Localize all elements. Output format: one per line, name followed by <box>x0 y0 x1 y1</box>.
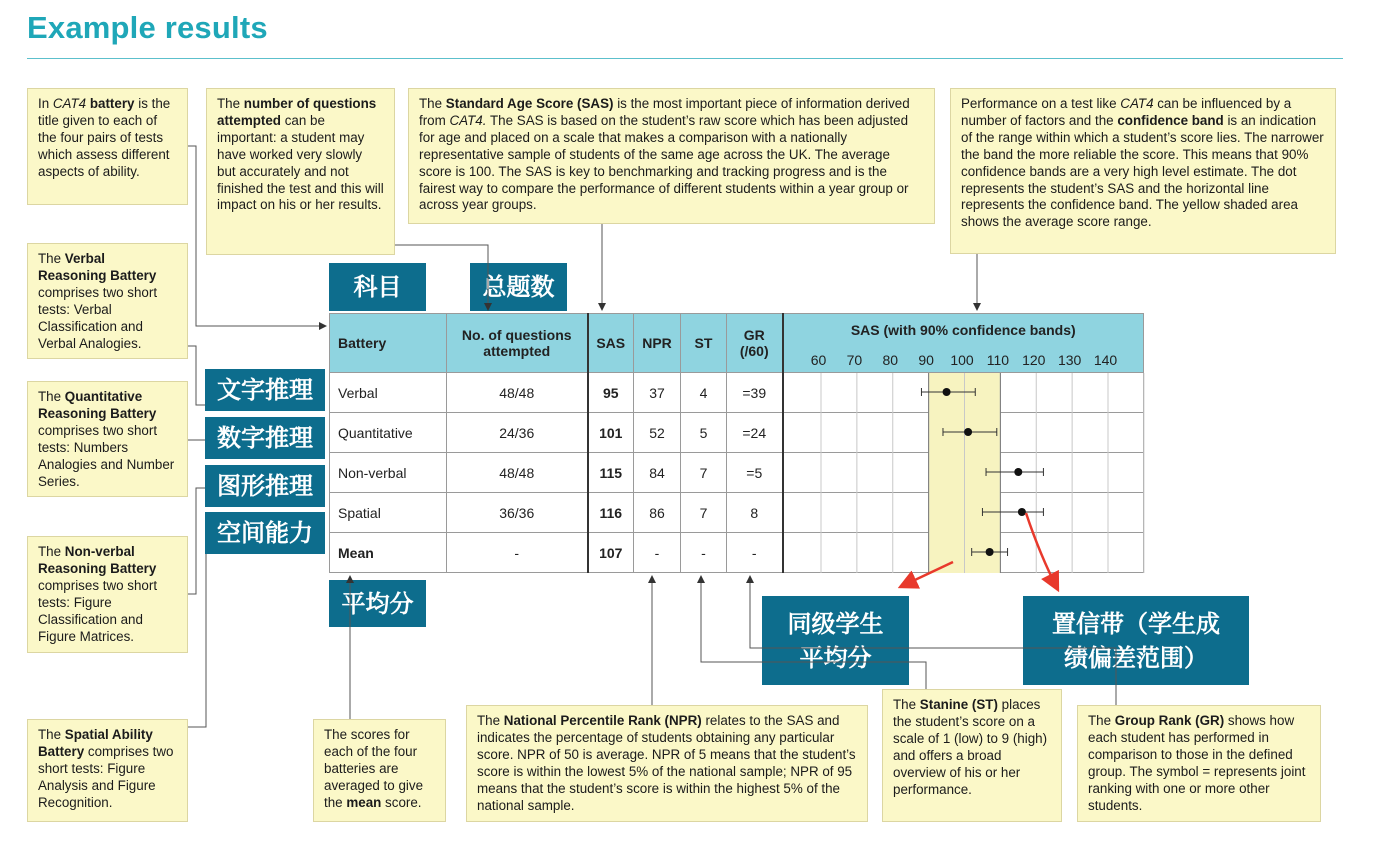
cell-sas: 107 <box>588 533 634 573</box>
cell-chart <box>783 493 1144 533</box>
x-tick-label: 110 <box>986 352 1010 368</box>
note-group-rank: The Group Rank (GR) shows how each student has performed in comparison to those in the defined group. The symbol = represents joint ranking with one or more other students. <box>1077 705 1321 822</box>
note-battery: In CAT4 battery is the title given to each of the four pairs of tests which assess different aspects of ability. <box>27 88 188 205</box>
note-verbal: The Verbal Reasoning Battery comprises two short tests: Verbal Classification and Verbal Analogies. <box>27 243 188 359</box>
cell-sas: 115 <box>588 453 634 493</box>
cell-sas: 101 <box>588 413 634 453</box>
cell-chart <box>783 373 1144 413</box>
header-questions: No. of questions attempted <box>447 314 588 373</box>
table-row <box>330 533 1144 573</box>
tag-peer-average: 同级学生 平均分 <box>762 596 909 685</box>
cell-gr: 8 <box>727 493 783 533</box>
cell-gr: - <box>727 533 783 573</box>
cell-sas: 95 <box>588 373 634 413</box>
header-npr: NPR <box>634 314 681 373</box>
cell-questions: 48/48 <box>447 453 588 493</box>
tag-verbal: 文字推理 <box>205 369 325 411</box>
cell-npr: 52 <box>634 413 681 453</box>
tag-total-questions: 总题数 <box>470 263 567 311</box>
x-tick-label: 140 <box>1093 352 1118 368</box>
x-tick-label: 70 <box>846 352 863 368</box>
x-tick-label: 120 <box>1022 352 1046 368</box>
table-header-row <box>330 314 1144 373</box>
cell-chart <box>783 533 1144 573</box>
cell-sas: 116 <box>588 493 634 533</box>
tag-spatial: 空间能力 <box>205 512 325 554</box>
chart-title: SAS (with 90% confidence bands) <box>850 322 1076 338</box>
x-tick-label: 80 <box>882 352 899 368</box>
note-questions-attempted: The number of questions attempted can be important: a student may have worked very slowly but accurately and not finished the test and this will impact on his or her results. <box>206 88 395 255</box>
cell-questions: 24/36 <box>447 413 588 453</box>
header-gr: GR (/60) <box>727 314 783 373</box>
cell-npr: 37 <box>634 373 681 413</box>
cell-questions: 36/36 <box>447 493 588 533</box>
note-mean: The scores for each of the four batteries are averaged to give the mean score. <box>313 719 446 822</box>
note-confidence-band: Performance on a test like CAT4 can be influenced by a number of factors and the confidence band is an indication of the range within which a student’s score lies. The narrower the band the more reliable the score. This means that 90% confidence bands are a very high level estimate. The dot represents the student’s SAS and the horizontal line represents the confidence band. The yellow shaded area shows the average score range. <box>950 88 1336 254</box>
note-spatial: The Spatial Ability Battery comprises two short tests: Figure Analysis and Figure Recognition. <box>27 719 188 822</box>
cell-st: 4 <box>681 373 727 413</box>
cell-battery: Verbal <box>330 373 447 413</box>
title-rule <box>27 58 1343 59</box>
cell-st: 7 <box>681 453 727 493</box>
tag-confidence-band: 置信带（学生成 绩偏差范围） <box>1023 596 1249 685</box>
connector-nonverbal <box>188 488 205 594</box>
note-sas: The Standard Age Score (SAS) is the most important piece of information derived from CAT4. The SAS is based on the student’s raw score which has been adjusted for age and placed on a scale that makes a comparison with a nationally representative sample of students of the same age across the UK. The average score is 100. The SAS is key to benchmarking and tracking progress and is the fairest way to compare the performance of different students within a year group or across year groups. <box>408 88 935 224</box>
cell-gr: =39 <box>727 373 783 413</box>
cell-questions: - <box>447 533 588 573</box>
cell-npr: 86 <box>634 493 681 533</box>
note-nonverbal: The Non-verbal Reasoning Battery comprises two short tests: Figure Classification and Figure Matrices. <box>27 536 188 653</box>
tag-subject: 科目 <box>329 263 426 311</box>
connector-verbal <box>188 346 205 405</box>
note-quantitative: The Quantitative Reasoning Battery comprises two short tests: Numbers Analogies and Number Series. <box>27 381 188 497</box>
cell-battery: Quantitative <box>330 413 447 453</box>
x-tick-label: 100 <box>950 352 974 368</box>
x-tick-label: 90 <box>918 352 934 368</box>
cell-chart <box>783 453 1144 493</box>
page-title: Example results <box>27 10 268 45</box>
header-sas-chart <box>783 314 1144 373</box>
cell-battery: Non-verbal <box>330 453 447 493</box>
cell-chart <box>783 413 1144 453</box>
tag-quantitative: 数字推理 <box>205 417 325 459</box>
cell-st: - <box>681 533 727 573</box>
cell-battery: Mean <box>330 533 447 573</box>
table-row <box>330 493 1144 533</box>
table-row <box>330 453 1144 493</box>
cell-gr: =5 <box>727 453 783 493</box>
cell-st: 7 <box>681 493 727 533</box>
header-sas: SAS <box>588 314 634 373</box>
cell-npr: - <box>634 533 681 573</box>
cell-gr: =24 <box>727 413 783 453</box>
tag-mean: 平均分 <box>329 580 426 627</box>
cell-battery: Spatial <box>330 493 447 533</box>
note-npr: The National Percentile Rank (NPR) relates to the SAS and indicates the percentage of students obtaining any particular score. NPR of 50 is average. NPR of 5 means that the student’s score is within the lowest 5% of the national sample; NPR of 95 means that the student’s score is within the highest 5% of the national sample. <box>466 705 868 822</box>
cell-questions: 48/48 <box>447 373 588 413</box>
header-st: ST <box>681 314 727 373</box>
x-tick-label: 130 <box>1057 352 1082 368</box>
table-row <box>330 373 1144 413</box>
note-stanine: The Stanine (ST) places the student’s score on a scale of 1 (low) to 9 (high) and offers a broad overview of his or her performance. <box>882 689 1062 822</box>
table-row <box>330 413 1144 453</box>
x-tick-label: 60 <box>810 352 827 368</box>
tag-nonverbal: 图形推理 <box>205 465 325 507</box>
results-table <box>329 313 1144 573</box>
cell-npr: 84 <box>634 453 681 493</box>
header-battery: Battery <box>330 314 447 373</box>
connector-spatial <box>188 554 206 727</box>
cell-st: 5 <box>681 413 727 453</box>
